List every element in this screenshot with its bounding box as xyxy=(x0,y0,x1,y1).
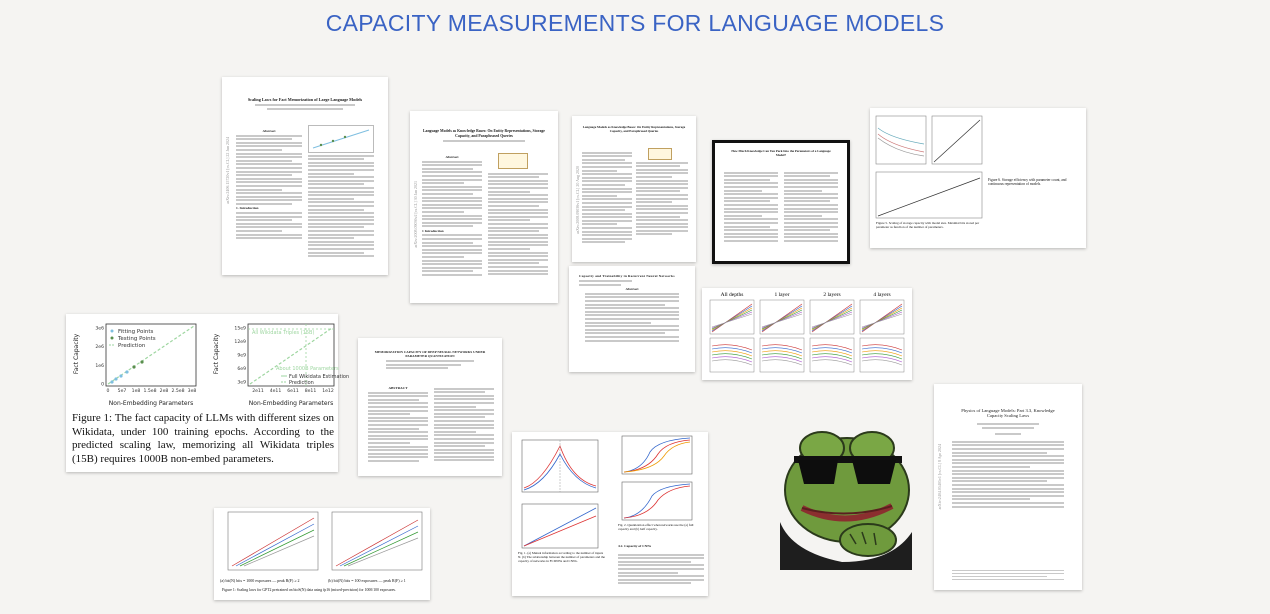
paper-title: How Much Knowledge Can You Pack Into the Parameters of a Language Model? xyxy=(731,149,831,157)
depth-curve xyxy=(862,308,902,330)
paper-cnn-capacity[interactable] xyxy=(512,432,708,596)
depth-curve xyxy=(862,345,902,350)
annotation-1000b: About 1000B Parameters xyxy=(276,366,339,372)
depth-column-label: 2 layers xyxy=(823,292,841,298)
tick-label: 3e6 xyxy=(95,326,104,332)
depth-curve xyxy=(712,348,752,353)
arxiv-id: arXiv:2008.09036v1 [cs.CL] 20 Aug 2020 xyxy=(575,166,580,234)
depth-curve xyxy=(812,348,852,353)
figure-caption: Figure 1: Scaling laws for GPT2 pretrained on bioS(N) data using fp16 (mixed-precision) for 1000/100 exposures. xyxy=(222,588,396,592)
tick-label: 9e9 xyxy=(237,353,246,359)
depth-curve xyxy=(862,351,902,356)
paper-physics-of-language-models[interactable] xyxy=(934,384,1082,590)
annotation-all-triples: All Wikidata Triples (15B) xyxy=(252,330,315,336)
depth-curve-plots xyxy=(702,288,912,380)
depth-curve xyxy=(712,310,752,329)
depth-curve xyxy=(812,310,852,329)
fitting-points xyxy=(110,370,128,383)
abstract-heading: Abstract xyxy=(625,287,639,292)
paper-title: Language Models as Knowledge Bases: On Entity Representations, Storage Capacity, and Paraphrased Queries xyxy=(582,125,686,133)
depth-curve xyxy=(712,314,752,327)
subcaption-b: (b) bit(N) bits = 100 exposures — peak R(F) ≥ 1 xyxy=(328,578,406,583)
tick-label: 1e12 xyxy=(322,389,334,394)
figure-caption: Figure 1: The fact capacity of LLMs with different sizes on Wikidata, under 100 training epochs. According to the predicted scaling law, memorizing all Wikidata triples (15B) requires 1000B non-embed parameters. xyxy=(72,412,334,465)
depth-curve xyxy=(712,308,752,330)
fact-capacity-plots xyxy=(66,314,350,414)
paper-title: Physics of Language Models: Part 3.3, Knowledge Capacity Scaling Laws xyxy=(961,408,1055,419)
paper-how-much-knowledge[interactable] xyxy=(712,140,850,264)
depth-curve xyxy=(762,314,802,327)
depth-subplot xyxy=(760,338,804,372)
depth-curve xyxy=(712,306,752,331)
intro-heading: 1. Introduction xyxy=(236,206,259,211)
depth-curve xyxy=(862,312,902,328)
arxiv-id: arXiv:2406.15720v1 [cs.CL] 22 Jun 2024 xyxy=(225,137,230,204)
figure-caption-2: Fig. 2. Quantization effect when networks use the (a) full capacity and (b) half capacity. xyxy=(618,523,694,531)
depth-column-label: 4 layers xyxy=(873,292,891,298)
depth-curve xyxy=(862,354,902,359)
paper-diagram xyxy=(488,151,548,171)
depth-curve xyxy=(862,306,902,331)
abstract-heading: Abstract xyxy=(262,129,276,133)
legend-prediction-right: Prediction xyxy=(289,380,314,386)
tick-label: 5e7 xyxy=(117,389,127,394)
depth-curve xyxy=(812,304,852,332)
tick-label: 15e9 xyxy=(234,326,246,332)
paper-authors xyxy=(410,140,558,142)
depth-curve xyxy=(762,304,802,332)
gpt2-scaling-plots xyxy=(214,508,430,580)
tick-label: 6e11 xyxy=(287,389,299,394)
depth-column-label: All depths xyxy=(720,292,744,298)
tick-label: 2e11 xyxy=(252,389,264,394)
depth-curve xyxy=(812,312,852,328)
depth-curve xyxy=(762,351,802,356)
figure-caption-right: Figure 6. Storage efficiency with parameter count, and continuous representation of models. xyxy=(988,178,1067,187)
legend-fitting: Fitting Points xyxy=(118,329,154,335)
legend-testing: Testing Points xyxy=(118,336,156,342)
paper-gpt2-scaling-laws[interactable] xyxy=(214,508,430,600)
tick-label: 8e11 xyxy=(304,389,317,394)
paper-lm-as-knowledge-bases[interactable] xyxy=(410,111,558,303)
tick-label: 0 xyxy=(106,389,110,394)
tick-label: 2.5e8 xyxy=(171,389,185,394)
depth-curve xyxy=(762,357,802,362)
right-xlabel: Non-Embedding Parameters xyxy=(248,400,334,407)
subcaption-a: (a) bit(N) bits = 1000 exposures — peak R(F) ≥ 2 xyxy=(220,578,300,583)
intro-heading: 1 Introduction xyxy=(422,228,444,233)
depth-curve xyxy=(812,314,852,327)
depth-curve xyxy=(812,308,852,330)
paper-memorization-quantization[interactable] xyxy=(358,338,502,476)
abstract-heading: Abstract xyxy=(445,155,459,159)
depth-curve xyxy=(762,308,802,330)
section-heading: 4.2. Capacity of CNNs xyxy=(618,544,652,548)
tick-label: 3e8 xyxy=(187,389,197,394)
depth-curve xyxy=(812,357,852,362)
depth-subplot xyxy=(860,338,904,372)
paper-scaling-laws-fact-memorization[interactable] xyxy=(222,77,388,275)
paper-storage-capacity-figures[interactable] xyxy=(870,108,1086,248)
depth-curve xyxy=(812,360,852,365)
right-y-ticks xyxy=(234,326,246,386)
legend-full-wikidata: Full Wikidata Estimation xyxy=(289,374,350,380)
depth-curve xyxy=(762,345,802,350)
tick-label: 1e6 xyxy=(95,363,104,369)
legend-prediction: Prediction xyxy=(118,343,146,349)
figure-caption: Fig. 1. (a) Mutual information according to the number of inputs N. (b) The relationship between the number of parameters and the capacity of networks in FCDNNs and CNNs. xyxy=(518,551,606,563)
depth-curve xyxy=(862,357,902,362)
arxiv-id: arXiv:2404.05405v1 [cs.CL] 8 Apr 2024 xyxy=(937,444,942,510)
figure-caption-left: Figure 5. Scaling of storage capacity with model size. Maximal bits stored per parameter as function of the number of parameters. xyxy=(876,221,980,229)
depth-curve xyxy=(862,310,902,329)
depth-curve xyxy=(862,314,902,327)
depth-curve xyxy=(862,304,902,332)
left-x-ticks xyxy=(107,388,197,394)
tick-label: 4e11 xyxy=(269,389,282,394)
depth-curve xyxy=(812,351,852,356)
pepe-sunglasses-sticker xyxy=(772,412,922,570)
slide-title: CAPACITY MEASUREMENTS FOR LANGUAGE MODELS xyxy=(325,10,945,36)
left-ylabel: Fact Capacity xyxy=(73,333,80,375)
depth-curve xyxy=(712,304,752,332)
depth-curve xyxy=(812,345,852,350)
depth-curve xyxy=(712,351,752,356)
depth-curve xyxy=(712,360,752,365)
depth-curve xyxy=(762,310,802,329)
paper-capacity-trainability-rnn[interactable] xyxy=(569,266,695,372)
right-x-ticks xyxy=(252,388,334,394)
tick-label: 1.5e8 xyxy=(143,389,157,394)
paper-title: Language Models as Knowledge Bases: On Entity Representations, Storage Capacity, and Paraphrased Queries xyxy=(423,129,545,138)
tick-label: 3e9 xyxy=(237,380,246,386)
left-xlabel: Non-Embedding Parameters xyxy=(108,400,194,407)
depth-curve xyxy=(762,354,802,359)
depth-column-label: 1 layer xyxy=(774,292,790,298)
depth-curve xyxy=(762,348,802,353)
depth-curve xyxy=(712,357,752,362)
depth-curve xyxy=(762,306,802,331)
testing-points xyxy=(132,360,143,368)
paper-diagram xyxy=(636,146,688,160)
paper-title: Capacity and Trainability in Recurrent Neural Networks xyxy=(579,274,675,278)
depth-subplot xyxy=(710,338,754,372)
left-legend xyxy=(109,329,156,349)
tick-label: 2e8 xyxy=(159,389,169,394)
right-ylabel: Fact Capacity xyxy=(213,333,220,375)
left-y-ticks xyxy=(95,326,104,388)
tick-label: 0 xyxy=(101,382,104,388)
depth-curve xyxy=(762,360,802,365)
depth-curve xyxy=(862,348,902,353)
depth-curve xyxy=(812,354,852,359)
abstract-heading: ABSTRACT xyxy=(388,386,408,390)
figure-fact-capacity[interactable] xyxy=(66,314,350,472)
depth-curve xyxy=(712,345,752,350)
right-legend xyxy=(281,374,349,386)
depth-curve xyxy=(712,312,752,328)
depth-subplot xyxy=(810,338,854,372)
paper-lm-knowledge-bases-v1[interactable] xyxy=(572,116,696,262)
depth-curve xyxy=(862,360,902,365)
paper-figure xyxy=(308,125,374,153)
paper-title: MEMORIZATION CAPACITY OF DEEP NEURAL NETWORKS UNDER PARAMETER QUANTIZATION xyxy=(374,350,486,358)
tick-label: 6e9 xyxy=(237,367,246,372)
depth-curve xyxy=(812,306,852,331)
tick-label: 12e9 xyxy=(234,340,246,345)
paper-title: Scaling Laws for Fact Memorization of Large Language Models xyxy=(247,97,363,102)
arxiv-id: arXiv:2008.09036v2 [cs.CL] 30 Jan 2021 xyxy=(413,181,418,248)
depth-curve xyxy=(712,354,752,359)
depth-curve xyxy=(762,312,802,328)
tick-label: 1e8 xyxy=(131,389,141,394)
tick-label: 2e6 xyxy=(95,345,104,351)
paper-depth-curves[interactable] xyxy=(702,288,912,380)
paper-authors xyxy=(242,104,368,110)
